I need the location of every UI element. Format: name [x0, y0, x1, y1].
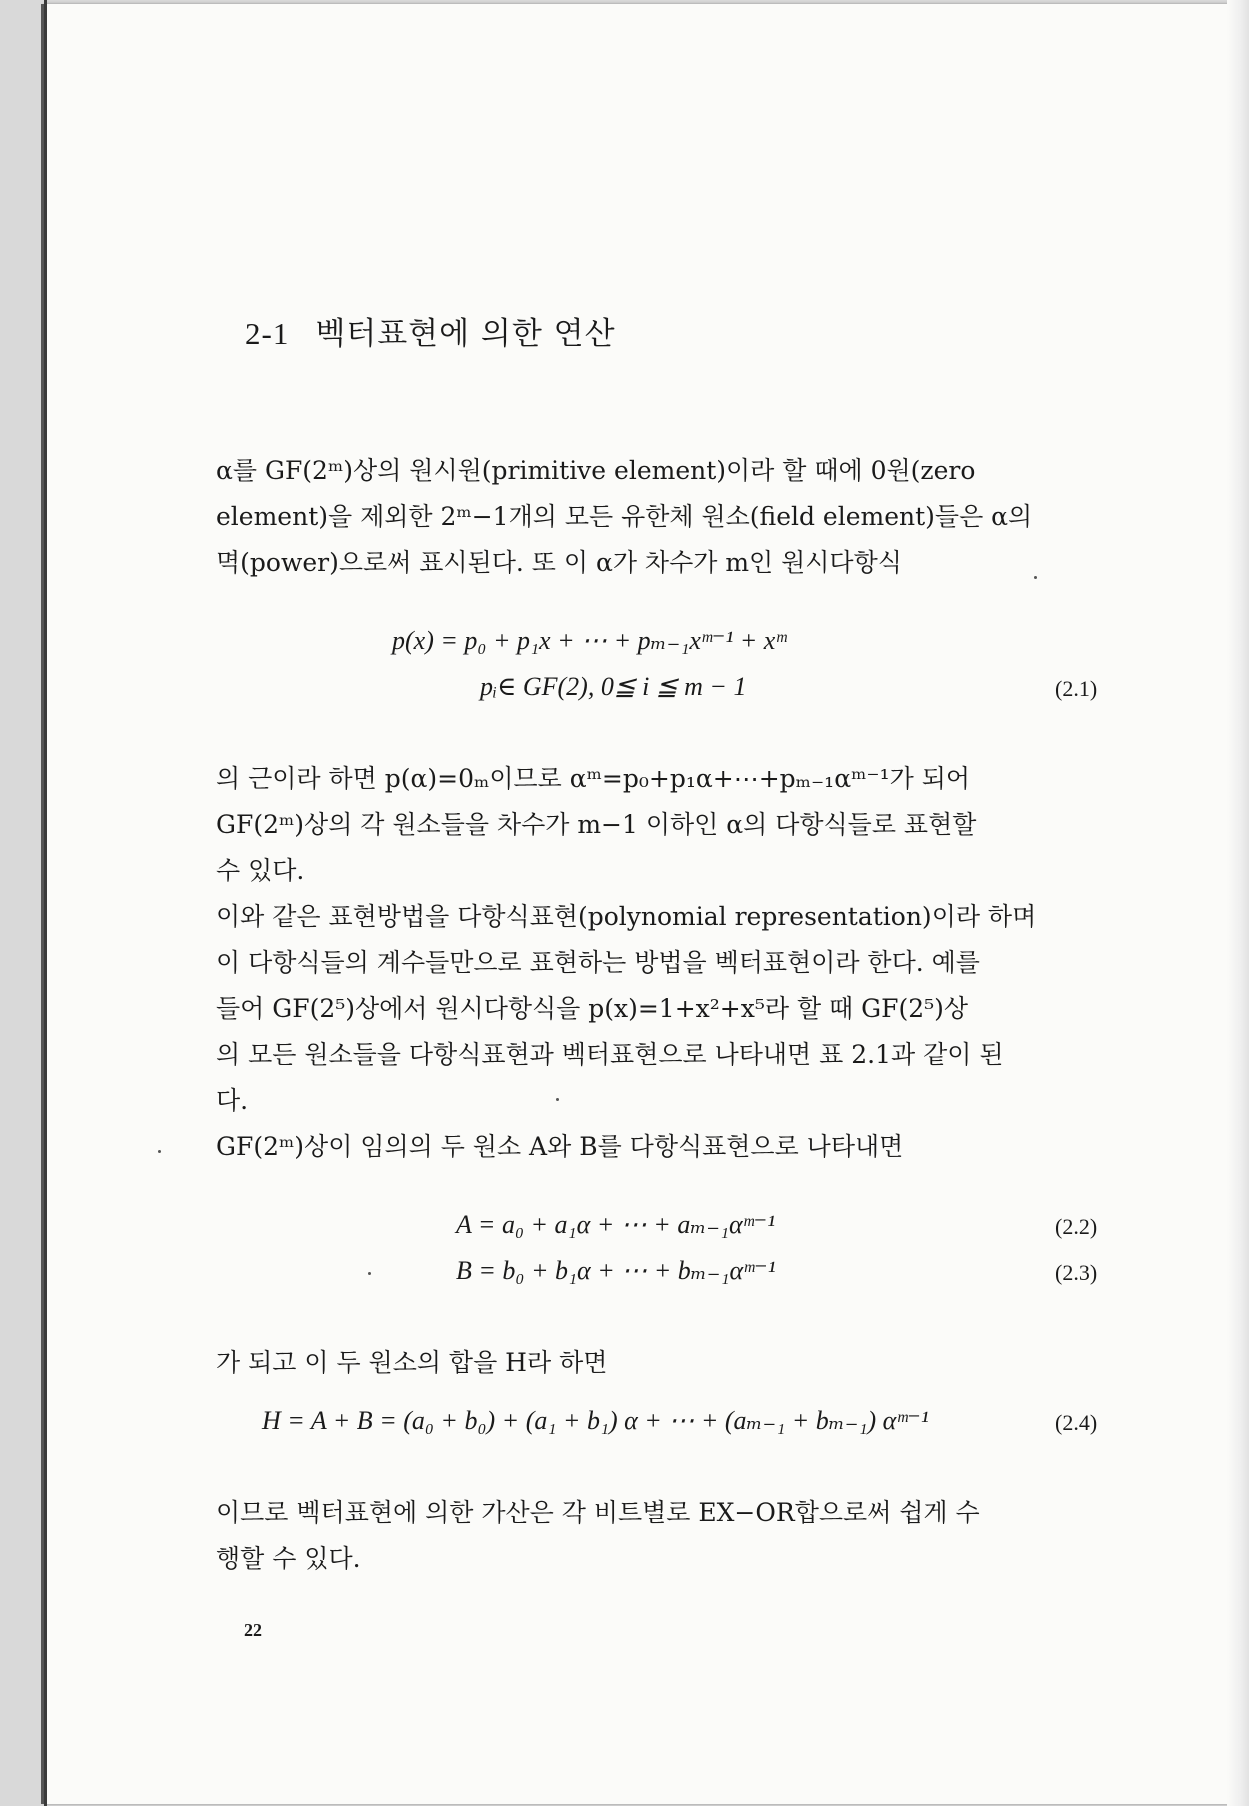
- paragraph-1: [216, 448, 1140, 586]
- text-line: 의 근이라 하면 p(α)=0ₘ이므로 αᵐ=p₀+p₁α+⋯+pₘ₋₁αᵐ⁻¹가 되어: [216, 764, 971, 793]
- text-line: 들어 GF(2⁵)상에서 원시다항식을 p(x)=1+x²+x⁵라 할 때 GF(2⁵)상: [216, 994, 969, 1023]
- equation-2-4: H = A + B = (a₀ + b₀) + (a₁ + b₁) α + ⋯ + (aₘ₋₁ + bₘ₋₁) αᵐ⁻¹: [262, 1406, 929, 1435]
- text-line: element)을 제외한 2ᵐ−1개의 모든 유한체 원소(field element)들은 α의: [216, 502, 1033, 531]
- equation-2-2: A = a₀ + a₁α + ⋯ + aₘ₋₁αᵐ⁻¹: [456, 1210, 776, 1239]
- text-line: 이므로 벡터표현에 의한 가산은 각 비트별로 EX−OR합으로써 쉽게 수: [216, 1498, 980, 1527]
- text-line: 가 되고 이 두 원소의 합을 H라 하면: [216, 1348, 608, 1377]
- text-line: 행할 수 있다.: [216, 1544, 361, 1573]
- text-line: 의 모든 원소들을 다항식표현과 벡터표현으로 나타내면 표 2.1과 같이 된: [216, 1040, 1004, 1069]
- equation-number-2-4: (2.4): [1055, 1410, 1098, 1435]
- paragraph-2: [216, 756, 1140, 1170]
- equation-2-1-line-2: pᵢ∈ GF(2), 0≦ i ≦ m − 1: [480, 672, 747, 701]
- equation-number-2-1: (2.1): [1055, 676, 1098, 701]
- page-number: 22: [244, 1620, 262, 1640]
- text-line: 수 있다.: [216, 856, 305, 885]
- text-line: α를 GF(2ᵐ)상의 원시원(primitive element)이라 할 때에 0원(zero: [216, 456, 976, 485]
- speck: [556, 1098, 559, 1101]
- section-title: 벡터표현에 의한 연산: [315, 316, 616, 352]
- page-left-edge: [44, 0, 47, 1806]
- equation-2-1-line-1: p(x) = p₀ + p₁x + ⋯ + pₘ₋₁xᵐ⁻¹ + xᵐ: [392, 626, 787, 655]
- equation-number-2-3: (2.3): [1055, 1260, 1098, 1285]
- paragraph-3: [216, 1340, 1140, 1386]
- section-heading: [245, 308, 616, 353]
- speck: [368, 1272, 371, 1275]
- text-line: 멱(power)으로써 표시된다. 또 이 α가 차수가 m인 원시다항식: [216, 548, 902, 577]
- text-line: GF(2ᵐ)상이 임의의 두 원소 A와 B를 다항식표현으로 나타내면: [216, 1132, 904, 1161]
- text-line: 이 다항식들의 계수들만으로 표현하는 방법을 벡터표현이라 한다. 예를: [216, 948, 980, 977]
- equation-2-3: B = b₀ + b₁α + ⋯ + bₘ₋₁αᵐ⁻¹: [456, 1256, 776, 1285]
- paragraph-4: [216, 1490, 1140, 1582]
- speck: [1034, 576, 1037, 579]
- page-right-gutter: [1227, 0, 1249, 1806]
- section-number: 2-1: [245, 316, 290, 351]
- text-line: 이와 같은 표현방법을 다항식표현(polynomial representation)이라 하며: [216, 902, 1037, 931]
- equation-number-2-2: (2.2): [1055, 1214, 1098, 1239]
- speck: [158, 1150, 161, 1153]
- text-line: GF(2ᵐ)상의 각 원소들을 차수가 m−1 이하인 α의 다항식들로 표현할: [216, 810, 977, 839]
- text-line: 다.: [216, 1086, 249, 1115]
